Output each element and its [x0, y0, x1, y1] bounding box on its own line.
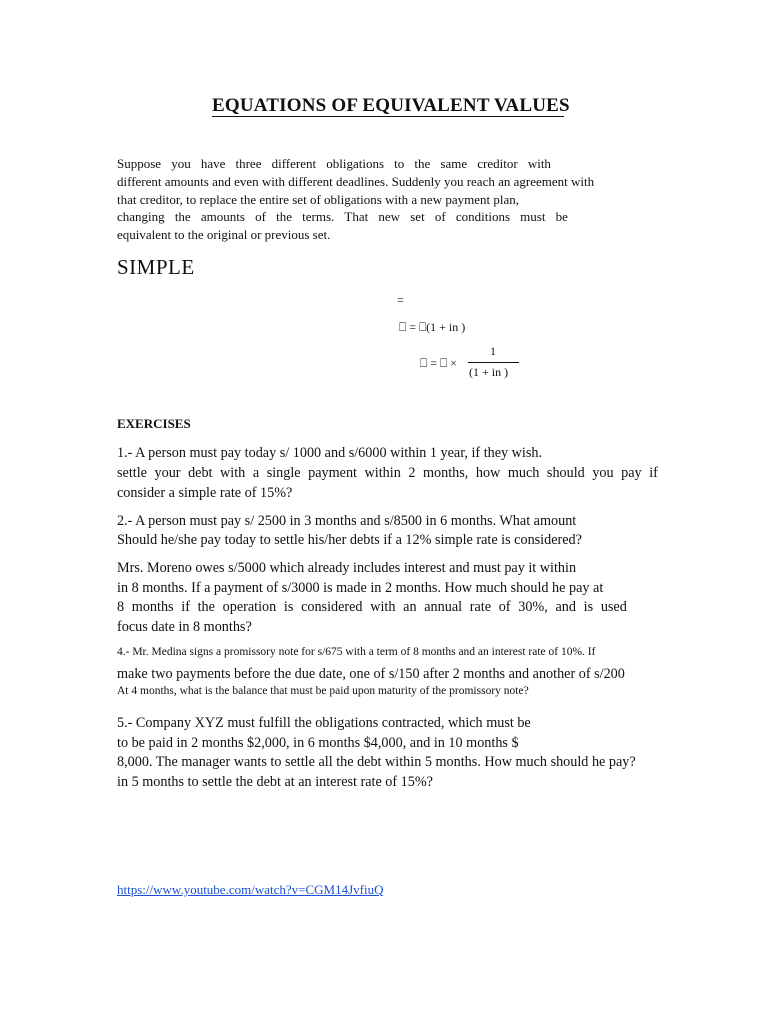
word: months — [131, 599, 174, 615]
word: is — [583, 599, 594, 615]
word: new — [378, 209, 401, 224]
exercise-4-line-3: At 4 months, what is the balance that must be paid upon maturity of the promissory note? — [117, 685, 529, 697]
word: That — [344, 209, 369, 224]
exercise-5-line-2: to be paid in 2 months $2,000, in 6 months $4,000, and in 10 months $ — [117, 735, 519, 751]
word: to — [394, 156, 405, 171]
exercise-1-line-1: 1.- A person must pay today s/ 1000 and s/6000 within 1 year, if they wish. — [117, 445, 543, 461]
word: if — [181, 599, 190, 615]
word: you — [592, 465, 614, 481]
word: of — [255, 209, 266, 224]
exercise-5-line-1: 5.- Company XYZ must fulfill the obligations contracted, which must be — [117, 715, 531, 731]
word: terms. — [302, 209, 335, 224]
word: creditor — [477, 156, 518, 171]
word: annual — [424, 599, 463, 615]
formula-3-fraction-bar — [468, 362, 519, 363]
word: months, — [422, 465, 469, 481]
word: and — [555, 599, 576, 615]
formula-2-lhs: ⎕ = ⎕ — [399, 320, 427, 334]
word: three — [235, 156, 262, 171]
exercise-3-line-3 — [117, 597, 627, 617]
word: must — [520, 209, 546, 224]
word: same — [440, 156, 468, 171]
word: settle — [117, 465, 147, 481]
word: different — [271, 156, 317, 171]
word: rate — [469, 599, 492, 615]
exercise-2-line-1: 2.- A person must pay s/ 2500 in 3 months and s/8500 in 6 months. What amount — [117, 513, 577, 529]
word: operation — [222, 599, 277, 615]
word: within — [364, 465, 401, 481]
exercise-4-line-2: make two payments before the due date, one of s/150 after 2 months and another of s/200 — [117, 666, 625, 682]
exercises-heading: EXERCISES — [117, 416, 191, 431]
word: with — [370, 599, 396, 615]
exercise-1-line-3: consider a simple rate of 15%? — [117, 485, 293, 501]
word: your — [154, 465, 181, 481]
exercise-5-line-3: 8,000. The manager wants to settle all the debt within 5 months. How much should he pay? — [117, 754, 636, 770]
word: the — [414, 156, 431, 171]
document-title: EQUATIONS OF EQUIVALENT VALUES — [212, 95, 570, 116]
word: 8 — [117, 599, 125, 615]
word: much — [507, 465, 540, 481]
word: have — [200, 156, 226, 171]
word: with — [527, 156, 551, 171]
section-heading-simple: SIMPLE — [117, 255, 195, 279]
exercise-3-line-4: focus date in 8 months? — [117, 619, 252, 635]
intro-line-4 — [117, 208, 568, 226]
word: set — [410, 209, 425, 224]
intro-line-5: equivalent to the original or previous set. — [117, 227, 331, 242]
word: 2 — [408, 465, 416, 481]
word: an — [403, 599, 417, 615]
intro-line-2: different amounts and even with different deadlines. Suddenly you reach an agreement with — [117, 174, 595, 189]
word: is — [283, 599, 294, 615]
word: how — [475, 465, 501, 481]
exercise-5-line-4: in 5 months to settle the debt at an interest rate of 15%? — [117, 774, 433, 790]
word: the — [197, 599, 215, 615]
word: should — [546, 465, 585, 481]
formula-3-numerator: 1 — [490, 344, 496, 358]
word: changing — [117, 209, 165, 224]
title-underline — [212, 116, 564, 117]
formula-2-rhs: (1 + in ) — [426, 320, 466, 334]
word: of — [498, 599, 511, 615]
youtube-link[interactable]: https://www.youtube.com/watch?v=CGM14JvfiuQ — [117, 882, 384, 897]
word: you — [171, 156, 191, 171]
word: conditions — [455, 209, 511, 224]
exercise-2-line-2: Should he/she pay today to settle his/her debts if a 12% simple rate is considered? — [117, 532, 582, 548]
word: if — [649, 465, 658, 481]
word: with — [220, 465, 246, 481]
word: a — [252, 465, 260, 481]
word: debt — [188, 465, 213, 481]
intro-line-1 — [117, 155, 551, 173]
word: of — [434, 209, 446, 224]
formula-3-denominator: (1 + in ) — [469, 365, 509, 379]
exercise-3-line-1: Mrs. Moreno owes s/5000 which already includes interest and must pay it within — [117, 560, 577, 576]
word: amounts — [200, 209, 245, 224]
exercise-1-line-2 — [117, 463, 658, 483]
exercise-3-line-2: in 8 months. If a payment of s/3000 is made in 2 months. How much should he pay at — [117, 580, 604, 596]
word: used — [600, 599, 627, 615]
word: pay — [621, 465, 642, 481]
formula-equation-1: = — [397, 293, 404, 307]
word: considered — [301, 599, 363, 615]
word: 30%, — [518, 599, 548, 615]
word: payment — [308, 465, 357, 481]
formula-equation-2 — [399, 320, 465, 335]
word: Suppose — [117, 156, 162, 171]
exercise-4-line-1: 4.- Mr. Medina signs a promissory note for s/675 with a term of 8 months and an interest rate of 10%. If — [117, 646, 596, 658]
word: single — [266, 465, 301, 481]
formula-3-lhs: ⎕ = ⎕ × — [420, 356, 457, 370]
word: be — [555, 209, 568, 224]
intro-line-3: that creditor, to replace the entire set of obligations with a new payment plan, — [117, 192, 519, 207]
word: the — [174, 209, 191, 224]
word: the — [276, 209, 292, 224]
word: obligations — [326, 156, 385, 171]
